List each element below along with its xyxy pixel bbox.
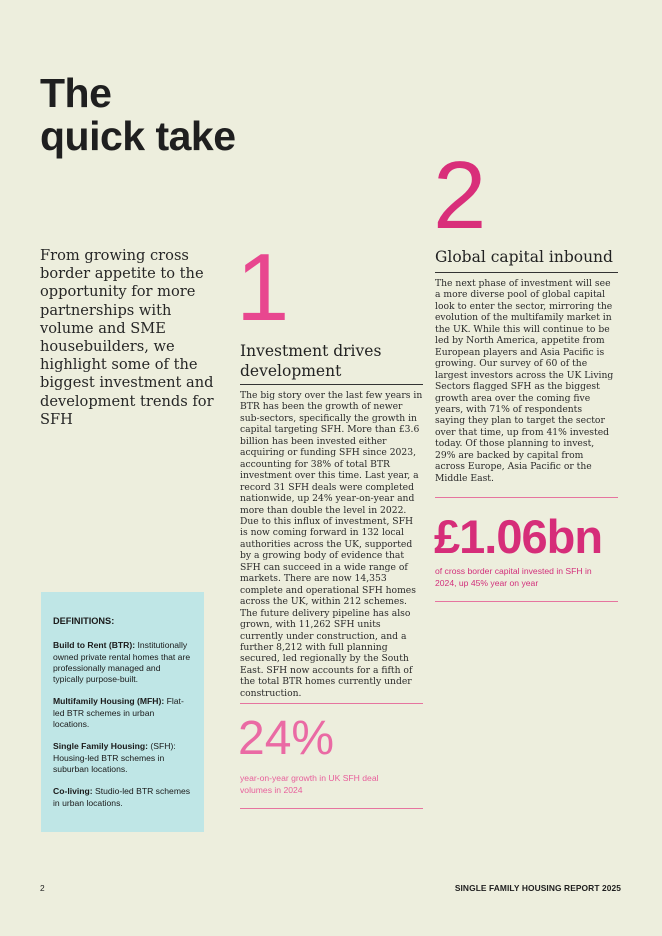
section2-stat-value: £1.06bn <box>434 510 603 563</box>
section1-body: The big story over the last few years in BTR has been the growth of newer sub-sectors, specifically the growth in capital targeting SFH. More than £3.6 billion has been invested either acquiring or funding SFH since 2023, accounting for 38% of total BTR investment over this time. Last year, a record 31 SFH deals were completed nationwide, up 24% year-on-year and more than double the level in 2022. Due to this influx of investment, SFH is now coming forward in 132 local authorities across the UK, supported by a growing body of evidence that SFH can succeed in a wide range of markets. There are now 14,353 complete and operational SFH homes across the UK, within 212 schemes. The future delivery pipeline has also grown, with 11,262 SFH units currently under construction, and a further 8,212 with full planning secured, led regionally by the South East. SFH now accounts for a fifth of the total BTR homes currently under construction. <box>240 390 423 699</box>
page-number: 2 <box>40 883 45 893</box>
definition-desc: Institutionally owned private rental homes that are professionally managed and typically purpose-built. <box>53 640 191 685</box>
report-name: SINGLE FAMILY HOUSING REPORT 2025 <box>454 883 621 893</box>
section1-heading: Investment drives development <box>240 342 382 380</box>
section2-heading: Global capital inbound <box>435 248 613 266</box>
definition-desc: (SFH): Housing-led BTR schemes in suburban locations. <box>53 741 176 774</box>
intro-paragraph: From growing cross border appetite to the opportunity for more partnerships with volume and SME housebuilders, we highlight some of the biggest investment and development trends for SFH <box>40 247 214 428</box>
section1-stat-top-rule <box>240 703 423 704</box>
definition-desc: Flat-led BTR schemes in urban locations. <box>53 696 184 730</box>
page-title <box>40 72 236 158</box>
section1-divider <box>240 384 423 385</box>
section2-number: 2 <box>433 142 487 249</box>
definition-item <box>53 696 192 730</box>
definition-term: Multifamily Housing (MFH): <box>53 696 165 707</box>
definitions-box <box>41 592 204 832</box>
section2-stat-caption: of cross border capital invested in SFH in 2024, up 45% year on year <box>435 566 592 588</box>
definition-term: Single Family Housing: <box>53 741 149 752</box>
section1-stat-bottom-rule <box>240 808 423 809</box>
definition-item <box>53 640 192 685</box>
page-title-line1: The <box>40 70 112 116</box>
page-title-line2: quick take <box>40 113 236 159</box>
section1-number: 1 <box>236 234 290 341</box>
definition-item <box>53 786 192 809</box>
section2-body: The next phase of investment will see a more diverse pool of global capital look to enter the sector, mirroring the evolution of the multifamily market in the UK. While this will continue to be led by North America, appetite from European players and Asia Pacific is growing. Our survey of 60 of the largest investors across the UK Living Sectors flagged SFH as the biggest growth area over the coming five years, with 71% of respondents saying they plan to target the sector over that time, up from 41% invested today. Of those planning to invest, 29% are backed by capital from across Europe, Asia Pacific or the Middle East. <box>435 278 614 484</box>
definition-term: Build to Rent (BTR): <box>53 640 136 651</box>
definition-item <box>53 741 192 775</box>
definition-term: Co-living: <box>53 786 93 797</box>
section1-stat-value: 24% <box>238 712 335 765</box>
section1-stat-caption: year-on-year growth in UK SFH deal volumes in 2024 <box>240 773 379 795</box>
section2-stat-bottom-rule <box>435 601 618 602</box>
definition-desc: Studio-led BTR schemes in urban locations. <box>53 786 191 808</box>
definitions-title: DEFINITIONS: <box>53 616 115 626</box>
section2-divider <box>435 272 618 273</box>
section2-stat-top-rule <box>435 497 618 498</box>
